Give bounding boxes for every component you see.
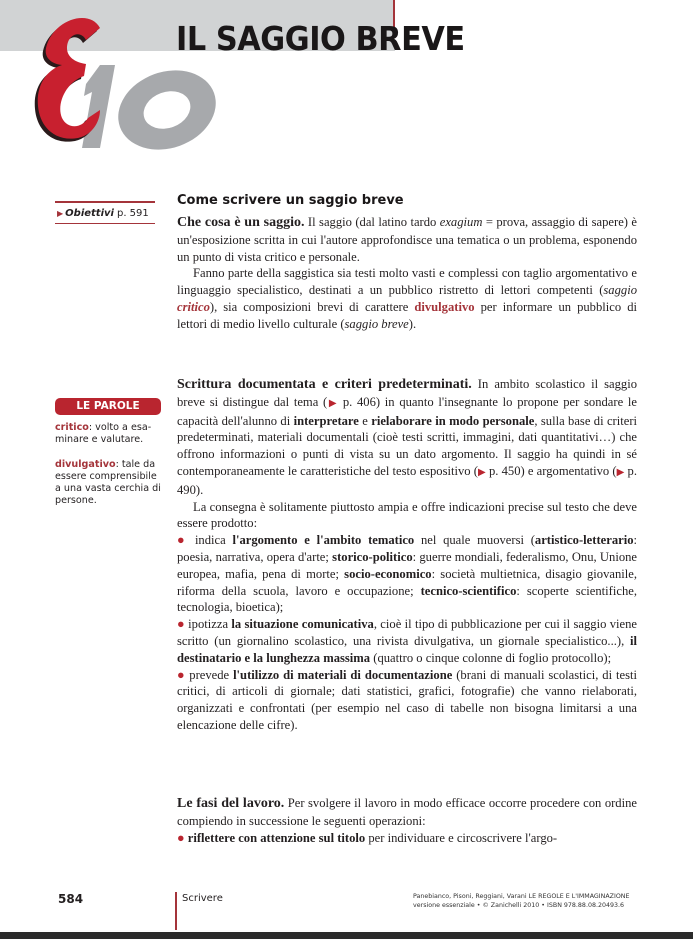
bullet-item xyxy=(177,667,637,734)
text: : poesia, narrativa, opera d'arte; xyxy=(177,533,637,564)
footer-divider xyxy=(175,892,177,930)
text: : scoperte scientifiche, tecnologia, bioetica); xyxy=(177,583,637,615)
bold-term: l'utilizzo di materiali di documentazione xyxy=(233,667,453,682)
bullet-item xyxy=(177,616,637,666)
bullet-dot-icon: ● xyxy=(177,667,186,682)
glossary-definition: : volto a esaminare e valutare. xyxy=(55,422,152,445)
text: ). xyxy=(195,482,204,497)
text: Per svolgere il lavoro in modo efficace occorre procedere con ordine compiendo in successione le seguenti operazioni: xyxy=(177,796,637,828)
paragraph-what-is-essay xyxy=(177,214,637,333)
glossary-title: LE PAROLE xyxy=(55,398,161,415)
bottom-bar xyxy=(0,932,693,939)
glossary-term: divulgativo xyxy=(55,459,116,470)
page-reference[interactable]: p. 490 xyxy=(177,463,637,497)
glossary-keyword-critico: critico xyxy=(177,299,210,314)
text: ) e argomentativo ( xyxy=(520,463,617,478)
text: prevede xyxy=(189,667,234,682)
triangle-right-icon: ▶ xyxy=(57,208,64,218)
credit-line: versione essenziale • © Zanichelli 2010 • ISBN 978.88.08.20493.6 xyxy=(413,902,624,909)
bold-term: interpretare xyxy=(293,413,359,428)
paragraph-lead: Le fasi del lavoro. xyxy=(177,796,285,811)
glossary-definition: : tale da essere comprensibile a una vasta cerchia di persone. xyxy=(55,459,161,506)
bullet-item xyxy=(177,830,637,847)
text: = prova, assaggio di sapere) è un'esposizione scritta in cui l'autore approfondisce una tematica o un problema, esponendo un punto di vista critico e personale. xyxy=(177,215,637,264)
text: nel quale muoversi ( xyxy=(414,533,535,548)
glossary-entry xyxy=(55,459,165,507)
page-reference[interactable]: p. 406 xyxy=(342,394,376,409)
text: , cioè il tipo di pubblicazione per cui il saggio viene scritto (un giornalino scolastico, una rivista divulgativa, un giornale specialistico...), xyxy=(177,617,638,648)
text: : guerre mondiali, federalismo, Onu, Unione europea, mafia, pena di morte; xyxy=(177,549,638,581)
bold-term: socio-economico xyxy=(344,566,432,581)
glossary-keyword-divulgativo: divulgativo xyxy=(414,299,475,314)
text: Fanno parte della saggistica sia testi molto vasti e complessi con taglio argomentativo e linguaggio specialistico, destinati a un pubblico ristretto di lettori competenti ( xyxy=(177,266,637,298)
page-reference[interactable]: p. 450 xyxy=(488,463,521,478)
page-ref-arrow-icon: ▶ xyxy=(327,397,339,409)
objectives-label: Obiettivi xyxy=(65,207,114,219)
text: per informare un pubblico di lettori di medio livello culturale ( xyxy=(177,299,637,331)
text: ). xyxy=(408,316,417,331)
text: (quattro o cinque colonne di foglio protocollo); xyxy=(370,650,612,665)
text: ), sia composizioni brevi di carattere xyxy=(209,299,415,314)
text: e xyxy=(358,413,372,428)
paragraph-lead: Scrittura documentata e criteri predeterminati. xyxy=(177,377,472,392)
italic-term: exagium xyxy=(439,215,483,229)
bold-term: storico-politico xyxy=(332,549,413,564)
italic-term: saggio xyxy=(603,283,637,298)
italic-term: saggio breve xyxy=(344,316,409,331)
section-title: Come scrivere un saggio breve xyxy=(177,193,404,208)
credit-line: Panebianco, Pisoni, Reggiani, Varani LE REGOLE E L'IMMAGINAZIONE xyxy=(413,893,630,900)
text: indica xyxy=(194,533,233,548)
footer-section-name: Scrivere xyxy=(182,893,223,904)
text: per individuare e circoscrivere l'argo- xyxy=(365,830,558,845)
chapter-title: IL SAGGIO BREVE xyxy=(176,19,465,58)
bullet-dot-icon: ● xyxy=(177,617,185,632)
text: ipotizza xyxy=(188,617,232,632)
glossary-term: critico xyxy=(55,422,89,433)
page-ref-arrow-icon: ▶ xyxy=(616,466,625,478)
bullet-dot-icon: ● xyxy=(177,830,185,845)
text: In ambito scolastico il saggio breve si distingue dal tema ( xyxy=(177,377,637,409)
text: Il saggio (dal latino tardo xyxy=(304,215,440,229)
objectives-page: p. 591 xyxy=(116,207,149,219)
bold-term: artistico-letterario xyxy=(534,533,634,548)
paragraph-work-phases xyxy=(177,795,637,846)
footer-credit xyxy=(413,892,630,910)
glossary-entry xyxy=(55,422,165,446)
bullet-item xyxy=(177,532,637,616)
paragraph-consegna xyxy=(177,499,637,533)
text: La consegna è solitamente piuttosto ampia e offre indicazioni precise sul testo che deve essere prodotto: xyxy=(177,499,637,531)
bold-term: rielaborare in modo personale xyxy=(371,413,535,428)
paragraph-documented-writing xyxy=(177,376,637,734)
paragraph-saggistica xyxy=(177,265,637,332)
objectives-link[interactable] xyxy=(55,201,155,224)
text: : società multietnica, disagio giovanile, riforma della scuola, lavoro e occupazione; xyxy=(177,566,637,598)
text: ) in quanto l'insegnante lo propone per sondare le capacità dell'alunno di xyxy=(177,394,637,428)
bold-term: tecnico-scientifico xyxy=(420,583,517,598)
page-ref-arrow-icon: ▶ xyxy=(477,466,486,478)
paragraph-lead: Che cosa è un saggio. xyxy=(177,215,305,230)
text: (brani di manuali scolastici, di testi critici, di articoli di giornale; dati statistici, grafici, fotografie) che vanno rielaborati, organizzati e confrontati (per esempio nel caso di tabelle non bisogna limitarsi a una elencazione delle cifre). xyxy=(177,667,637,732)
bullet-dot-icon: ● xyxy=(177,533,189,548)
text: , sulla base di criteri predeterminati, materiali documentali (cioè testi scritti, immagini, dati quantitativi…) che offrono informazioni o punti di vista su un dato argomento. Il saggio ha quindi in sé contemporaneamente le caratteristiche del testo espositivo ( xyxy=(177,413,638,478)
bold-term: la situazione comunicativa xyxy=(231,617,374,632)
bold-term: riflettere con attenzione sul titolo xyxy=(187,830,366,845)
page-number: 584 xyxy=(58,892,84,906)
bold-term: l'argomento e l'ambito tematico xyxy=(232,533,415,548)
bold-term: il destinatario e la lunghezza massima xyxy=(177,633,637,665)
